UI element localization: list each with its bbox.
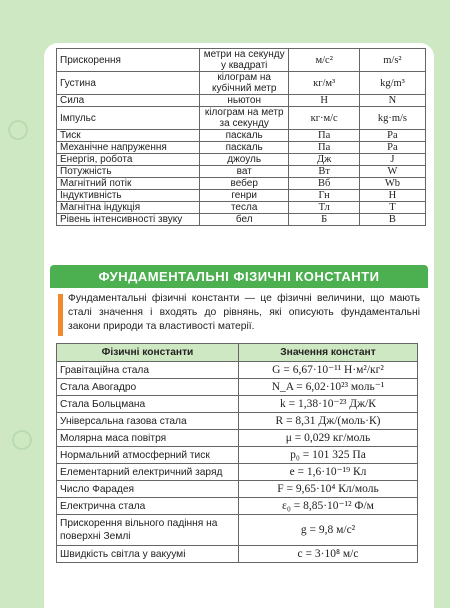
unit-symbol-intl: N [359,95,425,107]
unit-name: бел [199,214,289,226]
units-row [57,72,426,95]
unit-name: метри на секунду у квадраті [199,49,289,72]
constant-name: Число Фарадея [57,481,239,498]
unit-quantity: Тиск [57,130,200,142]
unit-name: вебер [199,178,289,190]
constant-row [57,430,418,447]
constant-row [57,396,418,413]
units-row [57,190,426,202]
constant-value: R = 8,31 Дж/(моль·К) [239,413,418,430]
constant-row [57,447,418,464]
page-sheet [44,43,434,608]
intro-accent-bar [58,294,63,336]
unit-quantity: Магнітний потік [57,178,200,190]
unit-symbol-uk: м/с² [289,49,359,72]
units-row [57,95,426,107]
constant-value: g = 9,8 м/с² [239,515,418,546]
unit-symbol-uk: Па [289,142,359,154]
unit-name: паскаль [199,130,289,142]
constant-row [57,464,418,481]
constant-name: Прискорення вільного падіння на поверхні Землі [57,515,239,546]
constant-row [57,546,418,563]
unit-name: ват [199,166,289,178]
unit-quantity: Густина [57,72,200,95]
unit-quantity: Енергія, робота [57,154,200,166]
constants-table [56,343,418,563]
unit-symbol-intl: W [359,166,425,178]
unit-name: паскаль [199,142,289,154]
unit-name: тесла [199,202,289,214]
constant-value: k = 1,38·10⁻²³ Дж/К [239,396,418,413]
unit-name: кілограм на кубічний метр [199,72,289,95]
unit-symbol-intl: H [359,190,425,202]
constant-name: Електрична стала [57,498,239,515]
unit-name: генри [199,190,289,202]
constant-name: Гравітаційна стала [57,362,239,379]
decor-circle-left [8,120,28,140]
constant-value: ε₀ = 8,85·10⁻¹² Ф/м [239,498,418,515]
constant-value: μ = 0,029 кг/моль [239,430,418,447]
constant-value: F = 9,65·10⁴ Кл/моль [239,481,418,498]
constant-value: e = 1,6·10⁻¹⁹ Кл [239,464,418,481]
constant-name: Елементарний електричний заряд [57,464,239,481]
constant-name: Стала Авогадро [57,379,239,396]
constant-name: Універсальна газова стала [57,413,239,430]
units-row [57,130,426,142]
unit-quantity: Індуктивність [57,190,200,202]
unit-symbol-uk: Б [289,214,359,226]
unit-quantity: Магнітна індукція [57,202,200,214]
unit-quantity: Імпульс [57,107,200,130]
header-value: Значення констант [239,344,418,362]
section-title: ФУНДАМЕНТАЛЬНІ ФІЗИЧНІ КОНСТАНТИ [50,265,428,288]
unit-symbol-uk: Тл [289,202,359,214]
unit-symbol-intl: kg/m³ [359,72,425,95]
unit-symbol-intl: Pa [359,142,425,154]
unit-quantity: Сила [57,95,200,107]
constant-name: Нормальний атмосферний тиск [57,447,239,464]
constant-row [57,515,418,546]
intro-text: Фундаментальні фізичні константи — це фізичні величини, що мають сталі значення і входять до рівнянь, які описують фундаментальні закони природи та властивості матерії. [68,293,420,332]
constant-name: Молярна маса повітря [57,430,239,447]
unit-symbol-uk: Вт [289,166,359,178]
units-table [56,48,426,226]
unit-symbol-intl: T [359,202,425,214]
unit-name: джоуль [199,154,289,166]
units-row [57,154,426,166]
unit-symbol-uk: Н [289,95,359,107]
units-row [57,49,426,72]
unit-name: ньютон [199,95,289,107]
units-row [57,166,426,178]
unit-symbol-uk: Дж [289,154,359,166]
constant-value: G = 6,67·10⁻¹¹ Н·м²/кг² [239,362,418,379]
unit-symbol-intl: kg·m/s [359,107,425,130]
unit-symbol-uk: кг/м³ [289,72,359,95]
constant-value: c = 3·10⁸ м/с [239,546,418,563]
constant-value: p₀ = 101 325 Па [239,447,418,464]
unit-symbol-intl: J [359,154,425,166]
units-row [57,142,426,154]
unit-quantity: Механічне напруження [57,142,200,154]
decor-circle-left-2 [12,430,32,450]
header-name: Фізичні константи [57,344,239,362]
constant-row [57,413,418,430]
unit-quantity: Прискорення [57,49,200,72]
constant-value: N_A = 6,02·10²³ моль⁻¹ [239,379,418,396]
unit-quantity: Рівень інтенсивності звуку [57,214,200,226]
unit-symbol-intl: B [359,214,425,226]
units-row [57,107,426,130]
constant-name: Швидкість світла у вакуумі [57,546,239,563]
unit-name: кілограм на метр за секунду [199,107,289,130]
unit-quantity: Потужність [57,166,200,178]
units-row [57,202,426,214]
units-row [57,214,426,226]
constant-name: Стала Больцмана [57,396,239,413]
unit-symbol-intl: Wb [359,178,425,190]
constant-row [57,498,418,515]
unit-symbol-intl: m/s² [359,49,425,72]
constant-row [57,362,418,379]
constant-row [57,481,418,498]
unit-symbol-uk: Гн [289,190,359,202]
unit-symbol-uk: кг·м/с [289,107,359,130]
unit-symbol-intl: Pa [359,130,425,142]
unit-symbol-uk: Па [289,130,359,142]
constant-row [57,379,418,396]
unit-symbol-uk: Вб [289,178,359,190]
units-row [57,178,426,190]
